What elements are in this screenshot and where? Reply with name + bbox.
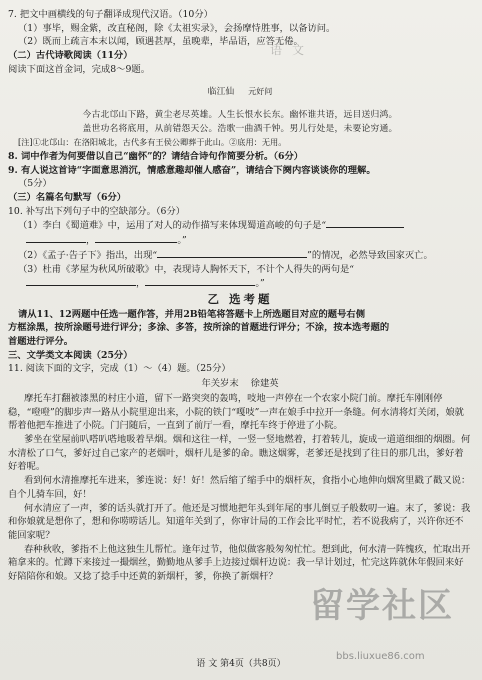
elective-instruction-3: 首题进行评分。 (8, 336, 74, 348)
answer-blank[interactable] (26, 233, 86, 243)
comma: ， (136, 278, 146, 290)
watermark-logo-text: 留学社区 (310, 586, 454, 626)
section-poetry-heading: （二）古代诗歌阅读（11分） (8, 50, 133, 62)
poem-title-line (8, 85, 472, 100)
section-recitation-heading: （三）名篇名句默写（6分） (8, 192, 127, 204)
quote-close: 。” (177, 235, 187, 247)
answer-blank[interactable] (326, 218, 404, 228)
answer-blank[interactable] (145, 276, 255, 286)
poem-line-2: 盖世功名将底用，从前错怨天公。浩歌一曲酒千钟。男儿行处是，未要论穷通。 (82, 123, 398, 134)
story-paragraph: 爹坐在堂屋前叭嗒叭嗒地吸着旱烟。烟和这往一样，一竖一竖地燃着，打着转儿，旋成一道道细细的烟圈。何水清松了口气，爹好过自己家产的老烟叶，烟杆儿是爹的命。瞧这烟雾，老爹还是找到了往日的那几出，爹好着好着呢。 (8, 433, 471, 473)
faint-background-text: 语文 (270, 43, 315, 57)
poem-note: [注]①北邙山：在洛阳城北，古代多有王侯公卿葬于此山。②底用：无用。 (18, 137, 287, 148)
question-10-part-2-tail: ”的情况，必然导致国家灭亡。 (307, 249, 433, 261)
section-elective-title: 乙 选考题 (207, 291, 273, 306)
question-10-part-2-text: （2）《孟子·告子下》指出，出现“ (18, 249, 158, 261)
story-title: 年关岁末 (201, 378, 239, 390)
answer-blank[interactable] (95, 233, 177, 243)
answer-blank[interactable] (26, 276, 136, 286)
poem-title: 临江仙 (207, 87, 235, 98)
question-10-part-3 (8, 263, 472, 277)
elective-instruction-1: 请从11、12两题中任选一题作答，并用2B铅笔将答题卡上所选题目对应的题号右侧 (18, 308, 365, 320)
story-paragraph: 摩托车打翻被漆黑的村庄小道，留下一路突突的轰鸣，吱地一声停在一个农家小院门前。摩托车刚刚停稳，“噔噔”的脚步声一路从小院里迎出来，小院的铁门“嘎吱”一声在娘手中拉开一条缝。何水清将灯关闭，娘就帮着他把车推进了小院。门闩随后，一直到了前厅一看，摩托车终于停进了小院。 (8, 392, 464, 432)
site-watermark (300, 586, 472, 672)
question-10-part-3-cont (8, 276, 472, 291)
page-footer: 语 文 第4页（共8页） (196, 659, 286, 669)
story-paragraph: 何水清应了一声，爹的话头就打开了。他还是习惯地把年头到年尾的事儿倒豆子般数叨一遍。末了，爹说：我和你娘就是想你了，想和你唠唠话儿。知道年关到了，你审计局的工作会比平时忙，若不说我病了，兴许你还不能回家呢？ (8, 502, 471, 541)
question-7: 7. 把文中画横线的句子翻译成现代汉语。（10分） (8, 9, 213, 20)
quote-close: 。” (255, 278, 265, 290)
comma: ， (86, 235, 96, 247)
question-10-part-1-cont (8, 233, 472, 248)
answer-blank[interactable] (157, 248, 307, 258)
poem-author: 元好问 (248, 87, 273, 97)
question-10-part-3-text: （3）杜甫《茅屋为秋风所破歌》中，表现诗人胸怀天下，不计个人得失的两句是“ (18, 263, 355, 275)
elective-instruction-2: 方框涂黑，按所涂题号进行评分；多涂、多答，按所涂的首题进行评分；不涂，按本选考题的 (8, 322, 390, 334)
question-7-part-2: （2）既而上疏言本末以闻，顾遇甚厚，虽晚辈，毕品语，应答无倦。 (18, 36, 303, 48)
question-11: 11. 阅读下面的文字，完成（1）～（4）题。（25分） (8, 363, 231, 375)
question-10-part-2 (8, 248, 472, 263)
question-10-part-1-text: （1）李白《蜀道难》中，运用了对人的动作描写来体现蜀道高峻的句子是“ (18, 220, 327, 232)
story-paragraph: 看到何水清推摩托车进来，爹连说：好！好！然后缩了缩手中的烟杆灰，食指小心地伸向烟窝里戳了戳又说：自个儿骑车回，好！ (8, 475, 471, 500)
question-10: 10. 补写出下列句子中的空缺部分。（6分） (8, 205, 186, 217)
story-author: 徐建英 (250, 378, 279, 390)
question-9: 9. 有人说这首诗“字面意思消沉，情感意趣却催人感奋”，请结合下阕内容谈谈你的理解。 (8, 164, 376, 176)
poem-line-1: 今古北邙山下路，黄尘老尽英雄。人生长恨水长东。幽怀谁共语，远目送归鸿。 (82, 109, 398, 120)
story-title-line (8, 377, 472, 391)
question-9-score: （5分） (18, 178, 52, 190)
watermark-url: bbs.liuxue86.com (336, 651, 425, 662)
question-8: 8. 词中作者为何要借以自己“幽怀”的？请结合诗句作简要分析。（6分） (8, 150, 304, 162)
question-10-part-1 (8, 218, 472, 233)
question-7-part-1: （1）事毕，赐金紫，改直秘阁，除《太祖实录》，会扬摩恃胜事，以备访问。 (18, 22, 336, 34)
story-paragraph: 春种秋收，爹指不上他这独生儿帮忙。逢年过节，他似做客般匆匆忙忙。想到此，何水清一阵愧疚，忙取出开箱拿来的。忙蹲下来接过一撮烟丝，勤勤地从爹手上边接过烟杆边说：我一早计划过，忙完这阵就休年假回来好好陪陪你和娘。又捻了捻手中还黄的新烟杆，爹，你换了新烟杆？ (8, 543, 471, 583)
section-poetry-task: 阅读下面这首金词，完成8～9题。 (8, 63, 150, 75)
section-literary-heading: 三、文学类文本阅读（25分） (8, 349, 133, 361)
